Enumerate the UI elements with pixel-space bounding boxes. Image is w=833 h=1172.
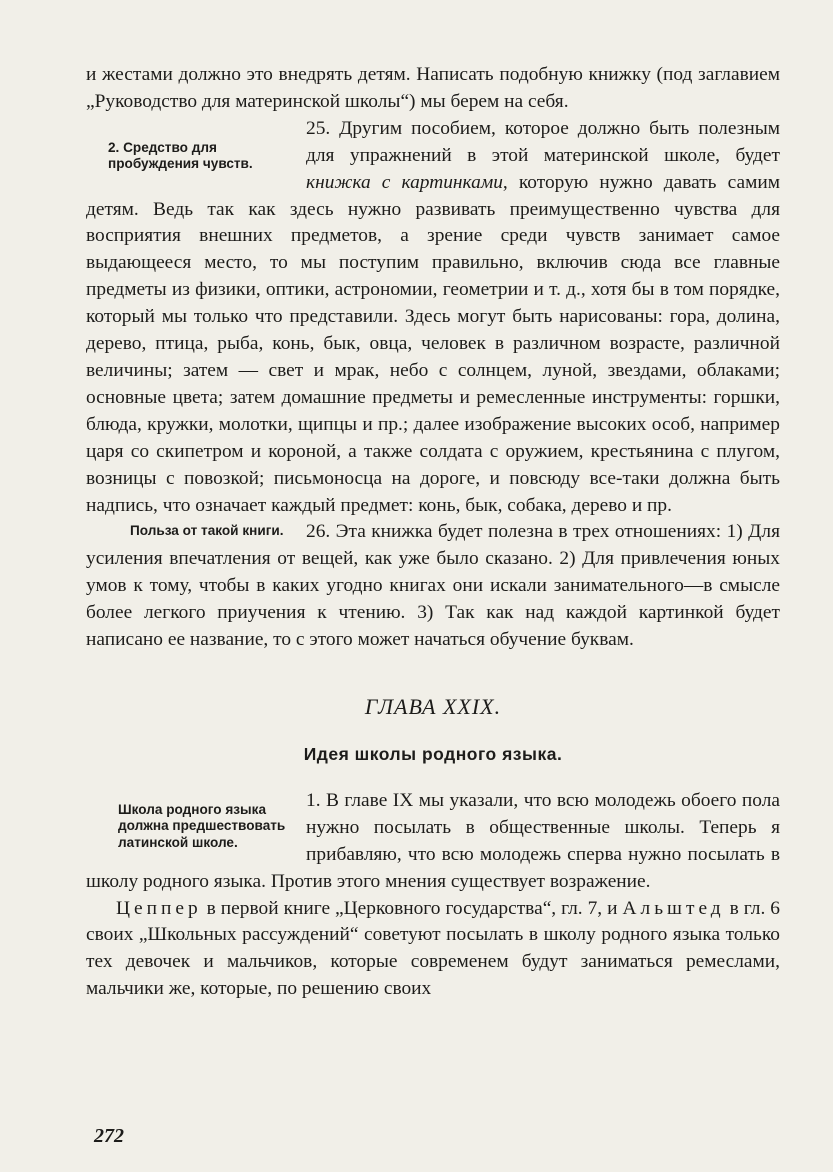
paragraph-intro: и жестами должно это внедрять детям. Написать подобную книжку (под заглавием „Руководство для материнской школы“) мы берем на себя.	[86, 64, 780, 112]
margin-note-senses: 2. Средство для пробуждения чувств.	[108, 139, 253, 172]
picture-book-term: книжка с картинками	[306, 171, 503, 193]
paragraph-25: 25. Другим пособием, которое должно быть полезным для упражнений в этой материнской школе, будет книжка с картинками, которую нужно давать самим детям. Ведь так как здесь нужно развивать преимущественно чувства для восприятия внешних предметов, а зрение среди чувств занимает самое выдающееся место, то мы поступим правильно, включив сюда все главные предметы из физики, оптики, астрономии, геометрии и т. д., хотя бы в том порядке, который мы только что представили. Здесь могут быть нарисованы: гора, долина, дерево, птица, рыба, конь, бык, овца, человек в различном возрасте, различной величины; затем — свет и мрак, небо с солнцем, луной, звездами, облаками; основные цвета; затем домашние предметы и ремесленные инструменты: горшки, блюда, кружки, молотки, щипцы и пр.; далее изображение высоких особ, например царя со скипетром и короной, а также солдата с оружием, крестьянина с плугом, возницы с повозкой; письмоносца на дороге, и повсюду все-таки должна быть надпись, что означает каждый предмет: конь, бык, собака, дерево и пр.	[86, 117, 780, 516]
name-zepper: Цеппер	[116, 897, 202, 919]
chapter-title: ГЛАВА XXIX.	[364, 693, 502, 719]
section-1	[86, 788, 780, 896]
page-number: 272	[94, 1125, 124, 1147]
paragraph-26: 26. Эта книжка будет полезна в трех отношениях: 1) Для усиления впечатления от вещей, как уже было сказано. 2) Для привлечения юных умов к тому, чтобы в каких угодно книгах они искали занимательного—в смысле более легкого приучения к чтению. 3) Так как над каждой картинкой будет написано ее название, то с этого может начаться обучение буквам.	[86, 521, 780, 651]
margin-note-native-school: Школа родного языка должна предшествовать латинской школе.	[118, 801, 286, 850]
paragraph-2: Цеппер в первой книге „Церковного государства“, гл. 7, и Альштед в гл. 6 своих „Школьных рассуждений“ советуют посылать в школу родного языка только тех девочек и мальчиков, которые современем будут заниматься ремеслами, мальчики же, которые, по решению своих	[86, 897, 780, 1000]
section-25	[86, 116, 780, 520]
chapter-heading: Идея школы родного языка.	[303, 743, 563, 764]
name-alsted: Альштед	[622, 897, 725, 919]
paragraph-1: 1. В главе IX мы указали, что всю молодежь обоего пола нужно посылать в общественные школы. Теперь я прибавляю, что всю молодежь сперва нужно посылать в школу родного языка. Против этого мнения существует возражение.	[86, 789, 780, 892]
margin-note-usefulness: Польза от такой книги.	[130, 523, 284, 539]
page-body	[86, 62, 780, 1003]
section-26	[86, 519, 780, 654]
